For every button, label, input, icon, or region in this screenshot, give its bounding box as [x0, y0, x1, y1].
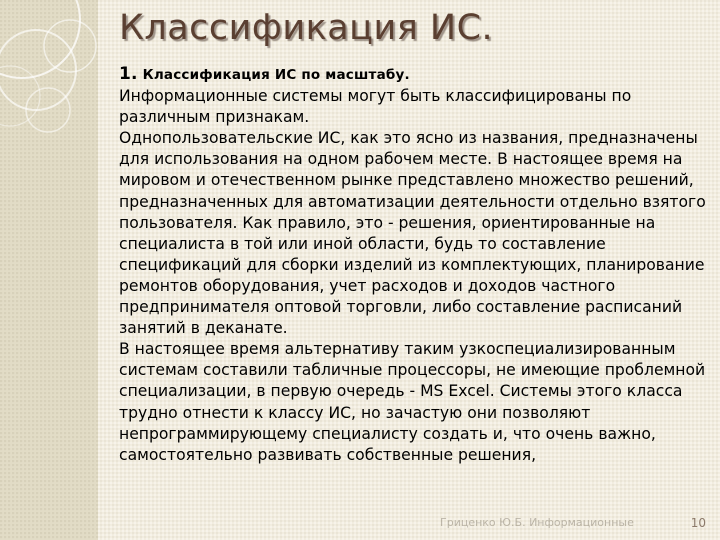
section-heading: Классификация ИС по масштабу. [142, 67, 410, 83]
slide-body [119, 64, 711, 466]
paragraph-single-user: Однопользовательские ИС, как это ясно из названия, предназначены для использования на одном рабочем месте. В настоящее время на мировом и отечественном рынке представлено множество решений, предназначенных для автоматизации деятельности отдельно взятого пользователя. Как правило, это - решения, ориентированные на специалиста в той или иной области, будь то составление спецификаций для сборки изделий из комплектующих, планирование ремонтов оборудования, учет расходов и доходов частного предпринимателя оптовой торговли, либо составление расписаний занятий в деканате. [119, 129, 706, 338]
paragraph-spreadsheets: В настоящее время альтернативу таким узкоспециализированным системам составили табличные процессоры, не имеющие проблемной специализации, в первую очередь - MS Excel. Системы этого класса трудно отнести к классу ИС, но зачастую они позволяют непрограммирующему специалисту создать и, что очень важно, самостоятельно развивать собственные решения, [119, 340, 706, 464]
paragraph-intro: Информационные системы могут быть классифицированы по различным признакам. [119, 87, 632, 127]
page-number: 10 [690, 516, 706, 530]
section-heading-line [119, 64, 711, 86]
slide-title: Классификация ИС. [119, 8, 494, 48]
footer-text: Гриценко Ю.Б. Информационные [440, 516, 634, 529]
section-number: 1. [119, 64, 138, 84]
decorative-circles [0, 0, 98, 160]
